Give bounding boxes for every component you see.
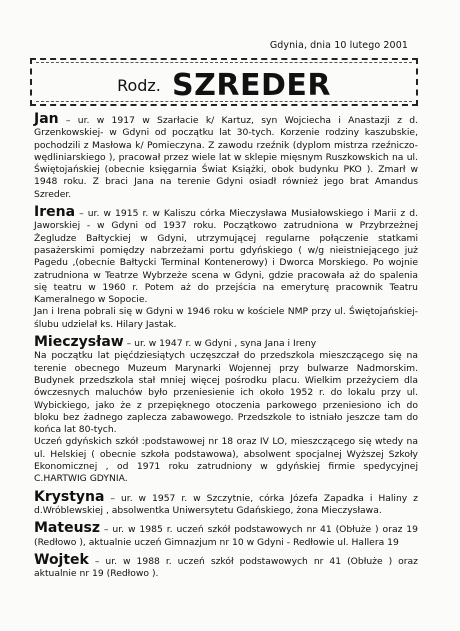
person-name: Jan (34, 111, 59, 127)
entry-paragraph (34, 522, 418, 549)
person-name: Mateusz (34, 520, 101, 537)
entry-paragraph (34, 488, 418, 518)
entry-paragraph: Uczeń gdyńskich szkół :podstawowej nr 18 oraz IV LO, mieszczącego się wtedy na ul. Helskiej ( obecnie szkoła podstawowa), absolwent spocjalnej Wyższej Szkoły Ekonomicznej , od 1971 roku zatrudniony w gdyńskiej firmie spedycyjnej C.HARTWIG GDYNIA. (34, 436, 418, 485)
entry-paragraph (34, 551, 418, 581)
entry-krystyna (34, 488, 418, 518)
person-name: Irena (34, 204, 76, 221)
family-entries (34, 113, 418, 585)
entry-paragraph (34, 206, 418, 306)
entry-text: – ur. w 1985 r. uczeń szkół podstawowych nr 41 (Obłuże ) oraz 19 (Redłowo ), aktualnie uczeń Gimnazjum nr 10 w Gdyni - Redłowie ul. Hallera 19 (34, 524, 418, 548)
entry-text: – ur. w 1915 r. w Kaliszu córka Mieczysława Musiałowskiego i Marii z d. Jaworskiej - w Gdyni od 1937 roku. Początkowo zatrudniona w Przybrzeżnej Żegludze Bałtyckiej w Gdyni, utrzymującej regularne połączenie statkami pasażerskimi pomiędzy nabrzeżami portu gdyńskiego ( w/g nieistniejącego już Pagedu ,(obecnie Bałtycki Terminal Kontenerowy) i Dworca Morskiego. Po wojnie zatrudniona w Teatrze Wybrzeże scena w Gdyni, gdzie pracowała aż do spalenia się teatru w 1960 r. Potem aż do przejścia na emeryturę pracownik Teatru Kameralnego w Sopocie. (34, 208, 418, 306)
person-name: Wojtek (34, 551, 89, 568)
date-line: Gdynia, dnia 10 lutego 2001 (269, 40, 408, 51)
entry-paragraph (34, 336, 418, 350)
title-prefix: Rodz. (117, 76, 161, 95)
entry-wojtek (34, 551, 418, 581)
entry-paragraph: Jan i Irena pobrali się w Gdyni w 1946 roku w kościele NMP przy ul. Świętojańskiej-ślubu udzielał ks. Hilary Jastak. (34, 306, 418, 330)
person-name: Mieczysław (34, 334, 124, 351)
entry-text: – ur. w 1957 r. w Szczytnie, córka Józefa Zapadka i Haliny z d.Wróblewskiej , absolwentka Uniwersytetu Gdańskiego, żona Mieczysława. (34, 492, 418, 516)
title-frame (30, 58, 418, 106)
entry-paragraph (34, 113, 418, 201)
entry-mateusz (34, 522, 418, 549)
entry-paragraph: Na początku lat pięćdziesiątych uczęszczał do przedszkola mieszczącego się na terenie obecnego Muzeum Marynarki Wojennej przy bulwarze Nadmorskim. Budynek przedszkola stał mniej więcej pośrodku placu. Wielkim przeżyciem dla ówczesnych maluchów było przeniesienie ich około 1952 r. do lokalu przy ul. Wybickiego, jako że z przepięknego otoczenia parkowego przeniesiono ich do bloku bez żadnego zaplecza zabawowego. Przedszkole to istniało jeszcze tam do końca lat 80-tych. (34, 350, 418, 436)
entry-text: – ur. w 1917 w Szarłacie k/ Kartuz, syn Wojciecha i Anastazji z d. Grzenkowskiej- w Gdyni od początku lat 30-tych. Korzenie rodziny kaszubskie, pochodzili z Masłowa k/ Pomieczyna. Z zawodu rzeźnik (dyplom mistrza rzeźniczo-wędliniarskiego ), pracował przez wiele lat w sklepie mięsnym Ruszkowskich na ul. Świętojańskiej (obecnie księgarnia Świat Książki, obok budynku PKO ). Zmarł w 1948 roku. Z braci Jana na terenie Gdyni osiadł również jego brat Amandus Szreder. (34, 115, 418, 200)
frame-inner-line-top (36, 62, 412, 63)
entry-irena (34, 206, 418, 331)
page-title (32, 68, 416, 103)
entry-text: – ur. w 1947 r. w Gdyni , syna Jana i Ireny (123, 338, 317, 350)
entry-text: – ur. w 1988 r. uczeń szkół podstawowych nr 41 (Obłuże ) oraz aktualnie nr 19 (Redłowo ). (34, 555, 418, 580)
person-name: Krystyna (34, 488, 105, 505)
entry-jan (34, 113, 418, 201)
title-surname: SZREDER (171, 68, 331, 103)
entry-mieczyslaw (34, 336, 418, 486)
